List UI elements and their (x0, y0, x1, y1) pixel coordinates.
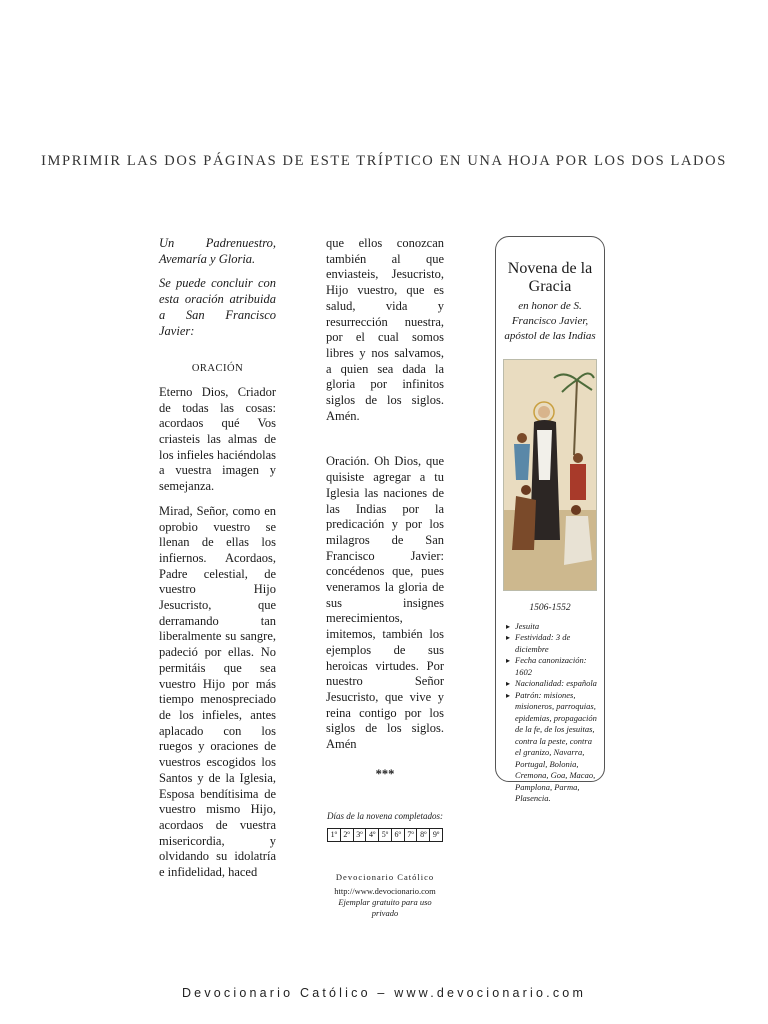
fact-item-feast: ▸ Festividad: 3 de diciembre (506, 632, 598, 655)
intro-conclusion-text: Se puede concluir con esta oración atribuida a San Francisco Javier: (159, 276, 276, 338)
devocionario-title: Devocionario Católico (335, 872, 435, 883)
day-box-7[interactable]: 7º (405, 829, 418, 841)
oracion-paragraph: Oración. Oh Dios, que quisiste agregar a tu Iglesia las naciones de las Indias por la predicación y por los milagros de San Francisco Javier: concédenos que, pues veneramos la gloria de sus insignes merecimientos, imitemos, también los ejemplos de sus heroicas virtudes. Por nuestro Señor Jesucristo, que vive y reina contigo por los siglos de los siglos. Amén (326, 454, 444, 752)
day-box-2[interactable]: 2º (341, 829, 354, 841)
oracion-heading: ORACIÓN (191, 363, 244, 375)
middle-column (326, 236, 444, 919)
prayer-continuation: que ellos conozcan también al que enviasteis, Jesucristo, Hijo vuestro, que es salud, vida y resurrección nuestra, por el cual somos libres y nos salvamos, a quien sea dada la gloria por infinitos siglos de los siglos. Amén. (326, 236, 444, 423)
fact-item-patronage: ▸ Patrón: misiones, misioneros, parroquias, epidemias, propagación de la fe, de los jesuitas, contra la peste, contra el granizo, Navarra, Portugal, Bolonia, Cremona, Goa, Macao, Pamplona, Parma, Plasencia. (506, 690, 598, 805)
cover-panel (495, 236, 605, 804)
prayer-paragraph-1: Eterno Dios, Criador de todas las cosas: acordaos qué Vos criasteis las almas de los infieles haciéndolas a vuestra imagen y semejanza. (159, 384, 276, 494)
devocionario-link[interactable]: http://www.devocionario.com (334, 885, 436, 896)
fact-item-order: ▸ Jesuita (506, 621, 598, 633)
fact-item-nationality: ▸ Nacionalidad: española (506, 678, 598, 690)
day-box-6[interactable]: 6º (392, 829, 405, 841)
saint-years: 1506-1552 (529, 603, 571, 613)
day-box-4[interactable]: 4º (366, 829, 379, 841)
novena-days-label: Días de la novena completados: (327, 810, 443, 821)
novena-title: Novena de la Gracia (507, 260, 593, 295)
day-box-9[interactable]: 9º (432, 830, 440, 840)
day-box-3[interactable]: 3º (354, 829, 367, 841)
day-box-8[interactable]: 8º (417, 829, 430, 841)
separator-stars: *** (375, 766, 395, 781)
novena-days-checkboxes (327, 828, 443, 842)
day-box-1[interactable]: 1º (328, 829, 341, 841)
intro-text: Un Padrenuestro, Avemaría y Gloria. (159, 236, 276, 266)
saint-facts-list (496, 621, 604, 805)
novena-subtitle: en honor de S. Francisco Javier, apóstol de las Indias (504, 300, 596, 342)
page-footer: Devocionario Católico – www.devocionario.com (181, 986, 587, 1000)
left-column (159, 236, 276, 881)
devocionario-note: Ejemplar gratuito para uso privado (338, 896, 432, 918)
prayer-paragraph-2: Mirad, Señor, como en oprobio vuestro se llenan de ellas los infiernos. Acordaos, Padre celestial, de vuestro Hijo Jesucristo, que derramando tan liberalmente su sangre, padeció por ellas. No permitáis que sea vuestro Hijo por más tiempo menospreciado de los infieles, antes aplacado con los ruegos y oraciones de vuestros escogidos los Santos y de la Iglesia, Esposa bendítisima de vuestro mismo Hijo, acordaos de vuestra misericordia, y olvidando su idolatría e infidelidad, haced (159, 503, 276, 880)
saint-francis-xavier-image (503, 359, 597, 591)
page-header: IMPRIMIR LAS DOS PÁGINAS DE ESTE TRÍPTICO EN UNA HOJA POR LOS DOS LADOS (41, 153, 727, 169)
day-box-5[interactable]: 5º (379, 829, 392, 841)
fact-item-canonization: ▸ Fecha canonización: 1602 (506, 655, 598, 678)
